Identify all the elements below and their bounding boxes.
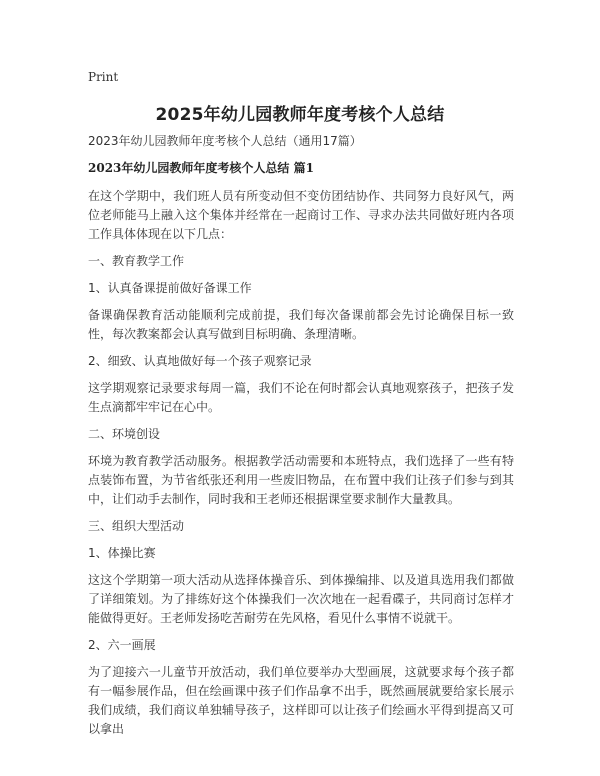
print-link[interactable]: Print [88, 70, 119, 84]
paragraph-observation: 这学期观察记录要求每周一篇，我们不论在何时都会认真地观察孩子，把孩子发生点滴都牢牢记在心中。 [88, 381, 514, 414]
subheading-lesson-prep: 1、认真备课提前做好备课工作 [88, 281, 252, 295]
section-heading-activities: 三、组织大型活动 [88, 519, 185, 533]
article-subtitle: 2023年幼儿园教师年度考核个人总结（通用17篇） [88, 134, 362, 148]
part-title: 2023年幼儿园教师年度考核个人总结 篇1 [88, 161, 314, 175]
paragraph-environment: 环境为教育教学活动服务。根据教学活动需要和本班特点，我们选择了一些有特点装饰布置，为节省纸张还利用一些废旧物品，在布置中我们让孩子们参与到其中，让们动手去制作，同时我和王老师还根据课堂要求制作大量教具。 [88, 454, 514, 506]
article-content [88, 132, 514, 747]
paragraph-lesson-prep: 备课确保教育活动能顺利完成前提，我们每次备课前都会先讨论确保目标一致性，每次教案都会认真写做到目标明确、条理清晰。 [88, 308, 514, 341]
section-heading-teaching: 一、教育教学工作 [88, 254, 185, 268]
paragraph-intro: 在这个学期中，我们班人员有所变动但不变仿团结协作、共同努力良好风气，两位老师能马上融入这个集体并经常在一起商讨工作、寻求办法共同做好班内各项工作具体体现在以下几点： [88, 189, 514, 241]
paragraph-art-exhibition: 为了迎接六一儿童节开放活动，我们单位要举办大型画展，这就要求每个孩子都有一幅参展作品，但在绘画课中孩子们作品拿不出手，既然画展就要给家长展示我们成绩，我们商议单独辅导孩子，这样即可以让孩子们绘画水平得到提高又可以拿出 [88, 665, 514, 736]
subheading-observation: 2、细致、认真地做好每一个孩子观察记录 [88, 354, 312, 368]
subheading-gymnastics: 1、体操比赛 [88, 546, 156, 560]
subheading-art-exhibition: 2、六一画展 [88, 638, 156, 652]
section-heading-environment: 二、环境创设 [88, 427, 161, 441]
page-title: 2025年幼儿园教师年度考核个人总结 [155, 105, 445, 125]
paragraph-gymnastics: 这这个学期第一项大活动从选择体操音乐、到体操编排、以及道具选用我们都做了详细策划。为了排练好这个体操我们一次次地在一起看碟子，共同商讨怎样才能做得更好。王老师发扬吃苦耐劳在先风格，看见什么事情不说就干。 [88, 573, 514, 625]
